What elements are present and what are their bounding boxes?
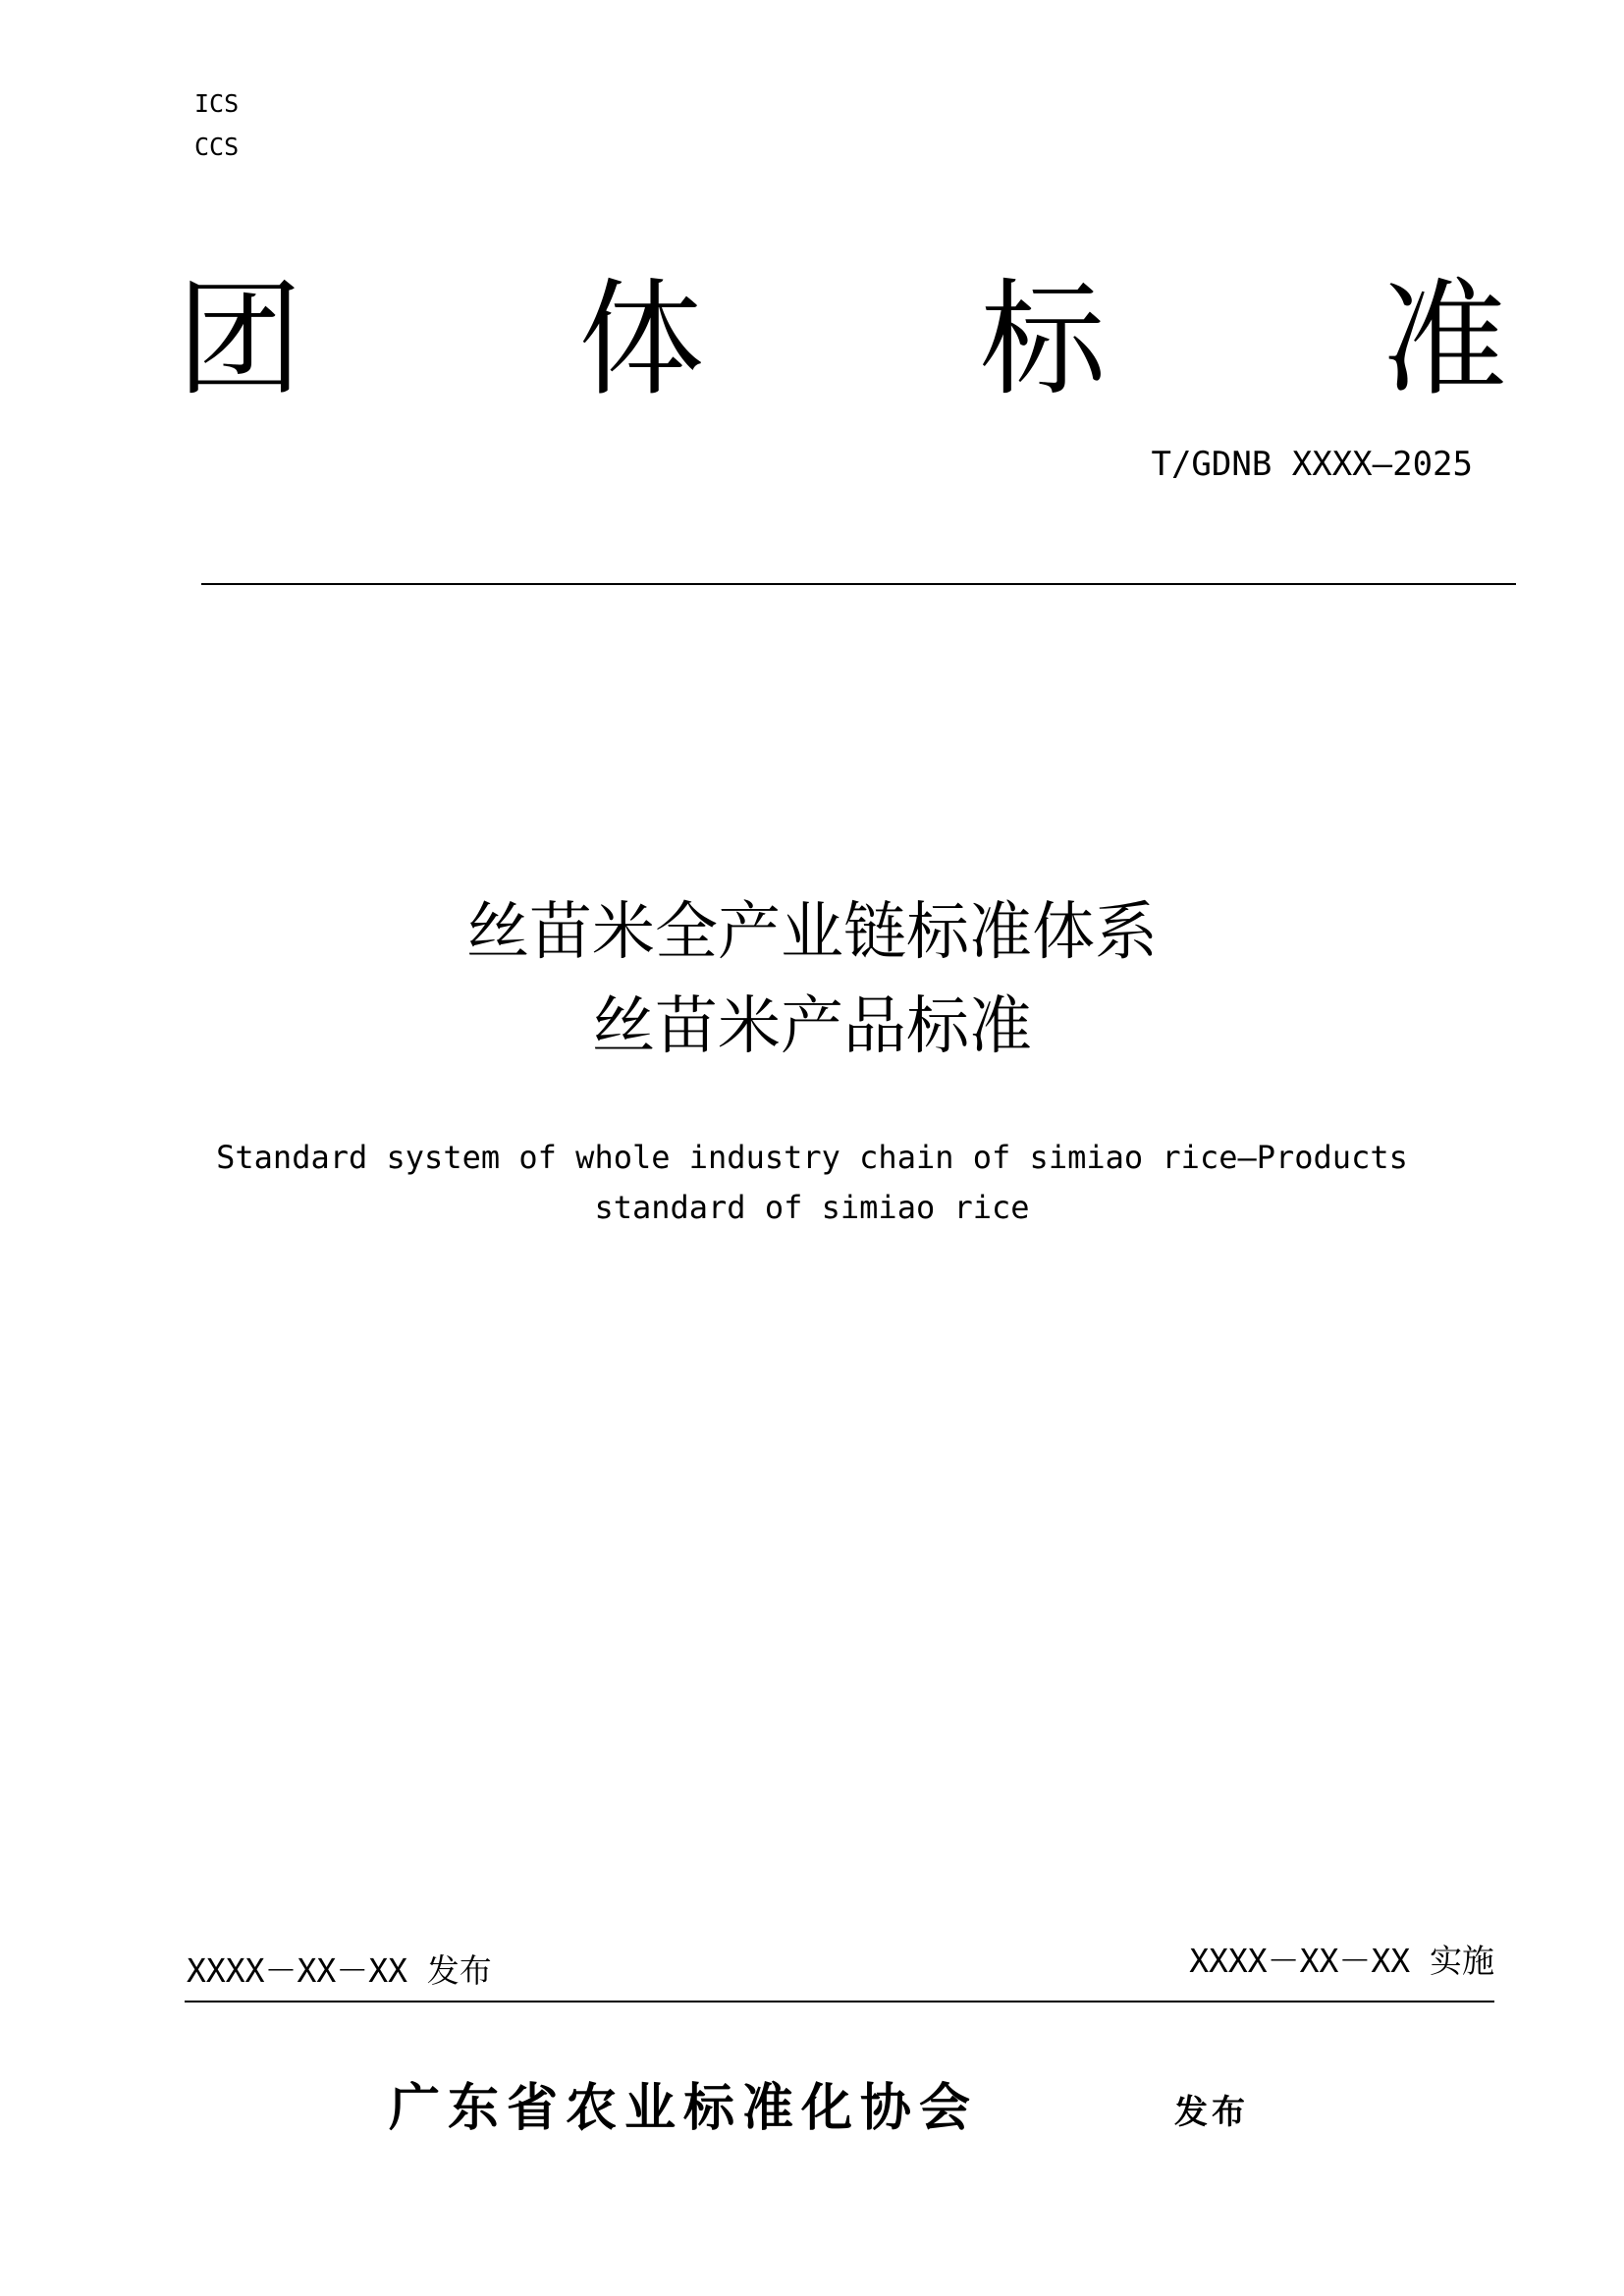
bottom-divider [185, 2001, 1494, 2002]
ics-code: ICS [194, 89, 240, 118]
english-title: Standard system of whole industry chain of simiao rice—Products standard of simiao rice [216, 1139, 1408, 1226]
standard-type-heading [177, 267, 1507, 414]
chinese-title-line-1: 丝苗米全产业链标准体系 [466, 896, 1158, 969]
heading-char-2: 体 [577, 267, 704, 413]
publish-date: XXXX－XX－XX 发布 [187, 1951, 492, 1990]
chinese-title-line-2: 丝苗米产品标准 [592, 990, 1032, 1063]
classification-codes [194, 82, 239, 169]
ccs-code: CCS [194, 133, 240, 161]
standard-number: T/GDNB XXXX—2025 [1151, 445, 1473, 484]
heading-char-1: 团 [177, 267, 303, 413]
chinese-title [0, 885, 1624, 1074]
publisher-name: 广东省农业标准化协会 [389, 2078, 979, 2138]
implementation-date: XXXX－XX－XX 实施 [1189, 1942, 1494, 1980]
heading-char-4: 准 [1380, 267, 1507, 413]
top-divider [201, 583, 1516, 585]
publisher-action: 发布 [1174, 2093, 1249, 2132]
heading-char-3: 标 [979, 267, 1106, 413]
